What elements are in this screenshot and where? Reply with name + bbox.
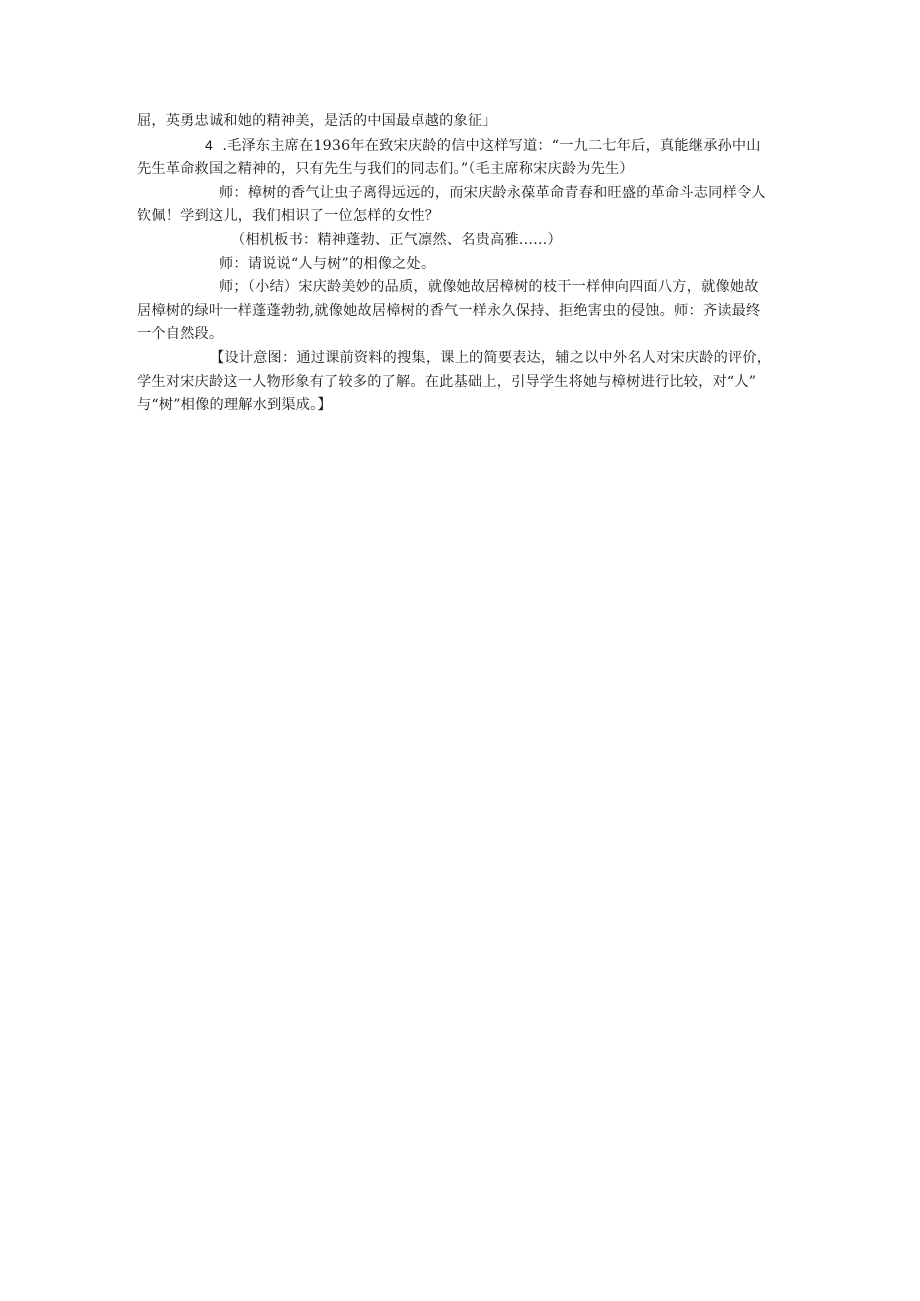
text-line: 屈，英勇忠诚和她的精神美，是活的中国最卓越的象征」	[137, 113, 497, 129]
text-line: 学生对宋庆龄这一人物形象有了较多的了解。在此基础上，引导学生将她与樟树进行比较，对“人”	[137, 373, 757, 390]
text-line: 居樟树的绿叶一样蓬蓬勃勃,就像她故居樟树的香气一样永久保持、拒绝害虫的侵蚀。师：齐读最终	[137, 302, 761, 319]
board-note-paragraph	[137, 229, 797, 253]
text-line	[137, 134, 797, 159]
text-line: 与“树”相像的理解水到渠成。】	[137, 397, 332, 414]
item-4-text: .毛泽东主席在1936年在致宋庆龄的信中这样写道：“一九二七年后，真能继承孙中山	[222, 137, 761, 154]
text-line: 师：请说说“人与树”的相像之处。	[219, 255, 436, 272]
item-4-paragraph	[137, 134, 797, 182]
teacher-paragraph-2	[137, 253, 797, 277]
quote-closing-paragraph	[137, 110, 797, 134]
text-line: （相机板书：精神蓬勃、正气凛然、名贵高雅……）	[231, 231, 562, 248]
text-line: 先生革命救国之精神的，只有先生与我们的同志们。”（毛主席称宋庆龄为先生）	[137, 161, 634, 178]
teacher-paragraph-1	[137, 182, 797, 229]
design-intent-paragraph	[137, 347, 797, 418]
text-line: 【设计意图：通过课前资料的搜集，课上的简要表达，辅之以中外名人对宋庆龄的评价，	[210, 349, 772, 366]
text-line: 一个自然段。	[137, 326, 224, 343]
text-line: 钦佩！学到这儿，我们相识了一位怎样的女性？	[137, 208, 440, 225]
text-line: 师：樟树的香气让虫子离得远远的，而宋庆龄永葆革命青春和旺盛的革命斗志同样令人	[219, 184, 766, 201]
text-line: 师；（小结）宋庆龄美妙的品质，就像她故居樟树的枝干一样伸向四面八方，就像她故	[219, 279, 759, 296]
teacher-paragraph-3	[137, 276, 797, 347]
document-body	[137, 110, 797, 418]
list-number: 4	[205, 136, 213, 153]
